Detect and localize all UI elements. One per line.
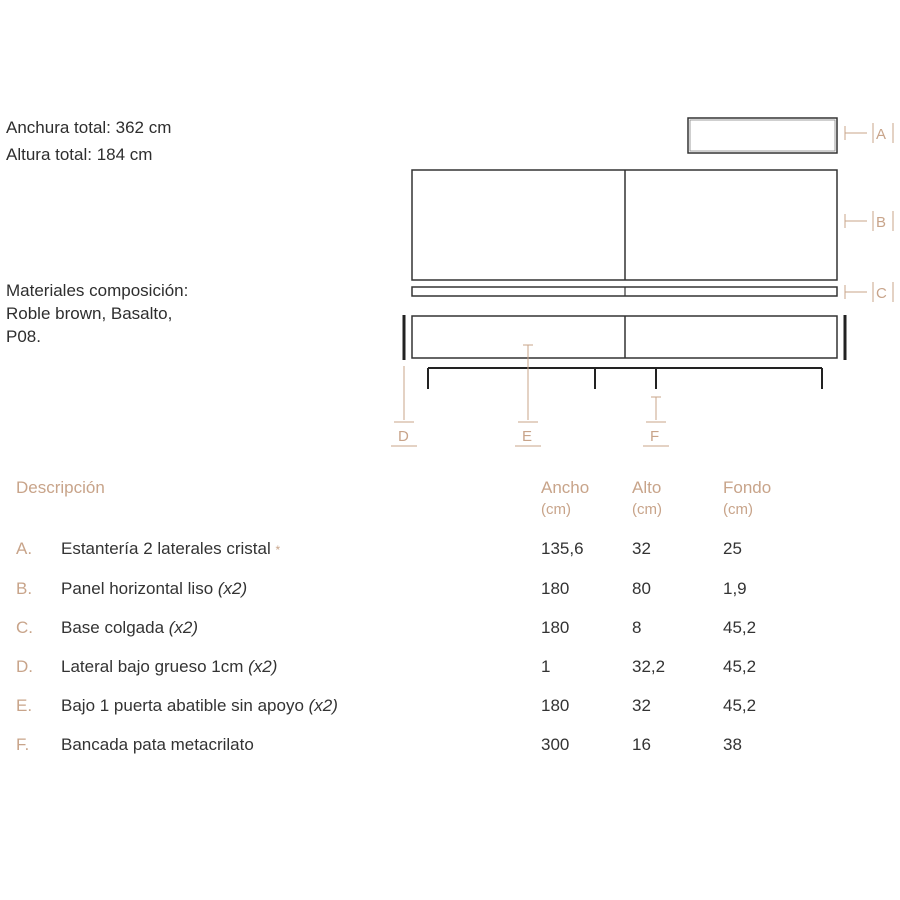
quantity-note: (x2) (308, 696, 338, 715)
callout-d-label: D (398, 428, 409, 445)
row-depth: 1,9 (723, 579, 747, 598)
materials-title: Materiales composición: (6, 281, 189, 300)
row-height: 32,2 (632, 657, 666, 676)
header-depth: Fondo (723, 478, 772, 497)
row-height: 80 (632, 579, 651, 598)
table-row (0, 539, 900, 565)
row-letter: A. (16, 539, 33, 558)
row-description: Base colgada (x2) (61, 618, 199, 637)
row-letter: C. (16, 618, 33, 637)
total-width-text: Anchura total: 362 cm (6, 118, 172, 137)
table-row (0, 735, 900, 761)
part-a-shelf (688, 118, 837, 153)
callout-f-label: F (650, 428, 660, 445)
row-width: 135,6 (541, 539, 584, 558)
row-height: 8 (632, 618, 642, 637)
materials-line-2: P08. (6, 327, 41, 346)
table-row (0, 696, 900, 722)
header-width-unit: (cm) (541, 501, 571, 518)
table-row (0, 618, 900, 644)
quantity-note: (x2) (248, 657, 278, 676)
row-depth: 38 (723, 735, 742, 754)
row-letter: F. (16, 735, 30, 754)
header-height-unit: (cm) (632, 501, 662, 518)
row-description: Panel horizontal liso (x2) (61, 579, 248, 598)
part-b-panels (412, 170, 837, 280)
row-letter: B. (16, 579, 33, 598)
row-depth: 45,2 (723, 696, 757, 715)
quantity-note: (x2) (217, 579, 248, 598)
row-description: Lateral bajo grueso 1cm (x2) (61, 657, 278, 676)
table-row (0, 657, 900, 683)
row-depth: 45,2 (723, 657, 757, 676)
row-height: 32 (632, 696, 651, 715)
row-height: 32 (632, 539, 651, 558)
row-letter: E. (16, 696, 33, 715)
row-description: Estantería 2 laterales cristal * (61, 539, 281, 558)
header-depth-unit: (cm) (723, 501, 753, 518)
row-width: 180 (541, 696, 570, 715)
row-width: 180 (541, 579, 570, 598)
row-description: Bajo 1 puerta abatible sin apoyo (x2) (61, 696, 338, 715)
asterisk-mark: * (275, 543, 281, 557)
row-depth: 45,2 (723, 618, 757, 637)
table-row (0, 579, 900, 605)
callout-b-label: B (876, 214, 887, 231)
header-height: Alto (632, 478, 662, 497)
row-depth: 25 (723, 539, 742, 558)
callout-e-label: E (522, 428, 533, 445)
row-width: 1 (541, 657, 551, 676)
row-width: 180 (541, 618, 570, 637)
row-height: 16 (632, 735, 651, 754)
total-height-text: Altura total: 184 cm (6, 145, 153, 164)
header-width: Ancho (541, 478, 590, 497)
part-c-base (412, 287, 837, 296)
part-f-bench (428, 368, 822, 389)
part-e-low-units (412, 316, 837, 358)
materials-line-1: Roble brown, Basalto, (6, 304, 173, 323)
row-description: Bancada pata metacrilato (61, 735, 254, 754)
header-description: Descripción (16, 478, 105, 497)
row-width: 300 (541, 735, 570, 754)
row-letter: D. (16, 657, 33, 676)
quantity-note: (x2) (168, 618, 199, 637)
callout-a-label: A (876, 126, 887, 143)
callout-c-label: C (876, 285, 887, 302)
